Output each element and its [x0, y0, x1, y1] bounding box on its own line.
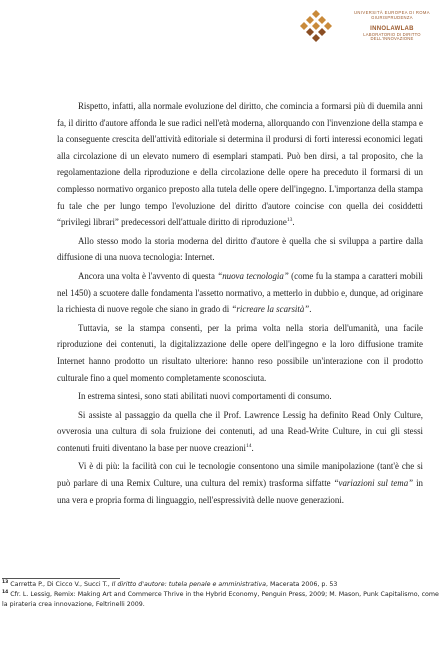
paragraph-1-text: Rispetto, infatti, alla normale evoluzione del diritto, che comincia a formarsi più di duemila anni fa, il diritto d'autore affonda le sue radici nell'età moderna, allorquando con l'invenzione della stampa e la conseguente crescita dell'attività editoriale si determina il prodursi di forti interessi economici legati alla circolazione di un elevato numero di esemplari stampati. Può ben dirsi, a tal proposito, che la regolamentazione della riproduzione e della circolazione delle opere ha preceduto il formarsi di un complesso normativo organico preposto alla tutela delle opere dell'ingegno. L'importanza della stampa fu tale che per lungo tempo l'evoluzione del diritto d'autore coincise con quella dei cosiddetti “privilegi librari” predecessori dell'attuale diritto di riproduzione	[57, 101, 423, 228]
lab-name: INNOLAWLAB	[370, 25, 414, 32]
paragraph-2: Allo stesso modo la storia moderna del diritto d'autore è quella che si sviluppa a partire dalla diffusione di una nuova tecnologia: Internet.	[57, 235, 423, 263]
footnote-13-text-b: , Macerata 2006, p. 53	[265, 581, 338, 588]
footnote-13-number: 13	[2, 579, 9, 585]
paragraph-4: Tuttavia, se la stampa consentì, per la prima volta nella storia dell'umanità, una facile riproduzione dei contenuti, la digitalizzazione delle opere dell'ingegno e la loro diffusione tramite Internet hanno prodotto un risultato ulteriore: hanno reso possibile un'interazione con il prodotto culturale fino a quel momento completamente sconosciuta.	[57, 322, 423, 383]
paragraph-7-text-a: Vi è di più: la facilità con cui le tecnologie consentono una simile manipolazione (tant'è che si può parlare di una Remix Culture, una cultura del remix) trasforma siffatte	[57, 461, 423, 489]
paragraph-3-text-b: (come fu la stampa a caratteri mobili nel 1450) a scuotere dalle fondamenta l'assetto normativo, a metterlo in dubbio e, dunque, ad originare la richiesta di nuove regole che siano in grado di	[57, 270, 424, 315]
paragraph-7	[57, 458, 423, 508]
footnote-13-text-a: Carretta P., Di Cicco V., Succi T.,	[8, 581, 112, 588]
paragraph-3-text-a: Ancora una volta è l'avvento di questa	[78, 270, 218, 281]
footnotes	[2, 580, 443, 610]
footnote-14-number: 14	[2, 589, 9, 595]
paragraph-1	[57, 98, 423, 231]
paragraph-6-text: Si assiste al passaggio da quella che il Prof. Lawrence Lessig ha definito Read Only Culture, ovverosia una cultura di sola fruizione dei contenuti, ad una Read-Write Culture, in cui gli stessi contenuti fruiti diventano la base per nuove creazioni	[57, 409, 423, 453]
footnote-13-title: Il diritto d'autore: tutela penale e amministrativa	[111, 581, 266, 588]
institution-header	[342, 11, 442, 42]
paragraph-3	[57, 268, 423, 318]
innolawlab-logo	[296, 8, 336, 48]
paragraph-6-end: .	[251, 442, 254, 453]
paragraph-3-italic-2: “ricreare la scarsità”	[231, 304, 310, 315]
paragraph-3-text-c: .	[309, 304, 312, 315]
footnote-14	[2, 590, 443, 610]
main-text	[57, 98, 423, 510]
lab-subtitle: LABORATORIO DI DIRITTO DELL'INNOVAZIONE	[363, 31, 421, 42]
university-name: UNIVERSITÀ EUROPEA DI ROMA	[353, 10, 430, 15]
paragraph-7-italic: “variazioni sul tema”	[333, 478, 414, 489]
faculty-name: GIURISPRUDENZA	[371, 14, 413, 20]
footnote-14-text: Cfr. L. Lessig, Remix: Making Art and Commerce Thrive in the Hybrid Economy, Penguin Press, 2009; M. Mason, Punk Capitalismo, come la pirateria crea innovazione, Feltrinelli 2009.	[2, 591, 439, 608]
paragraph-6	[57, 407, 423, 457]
footnote-ref-13: 13	[286, 217, 293, 224]
paragraph-5: In estrema sintesi, sono stati abilitati nuovi comportamenti di consumo.	[78, 391, 332, 402]
paragraph-1-end: .	[292, 217, 295, 228]
footnote-divider	[2, 578, 120, 579]
paragraph-3-italic-1: “nuova tecnologia”	[217, 270, 289, 281]
footnote-ref-14: 14	[246, 442, 252, 449]
footnote-13	[2, 580, 443, 590]
paragraph-7-text-b: in una vera e propria forma di linguaggio, nell'espressività delle nuove generazioni.	[57, 478, 423, 505]
